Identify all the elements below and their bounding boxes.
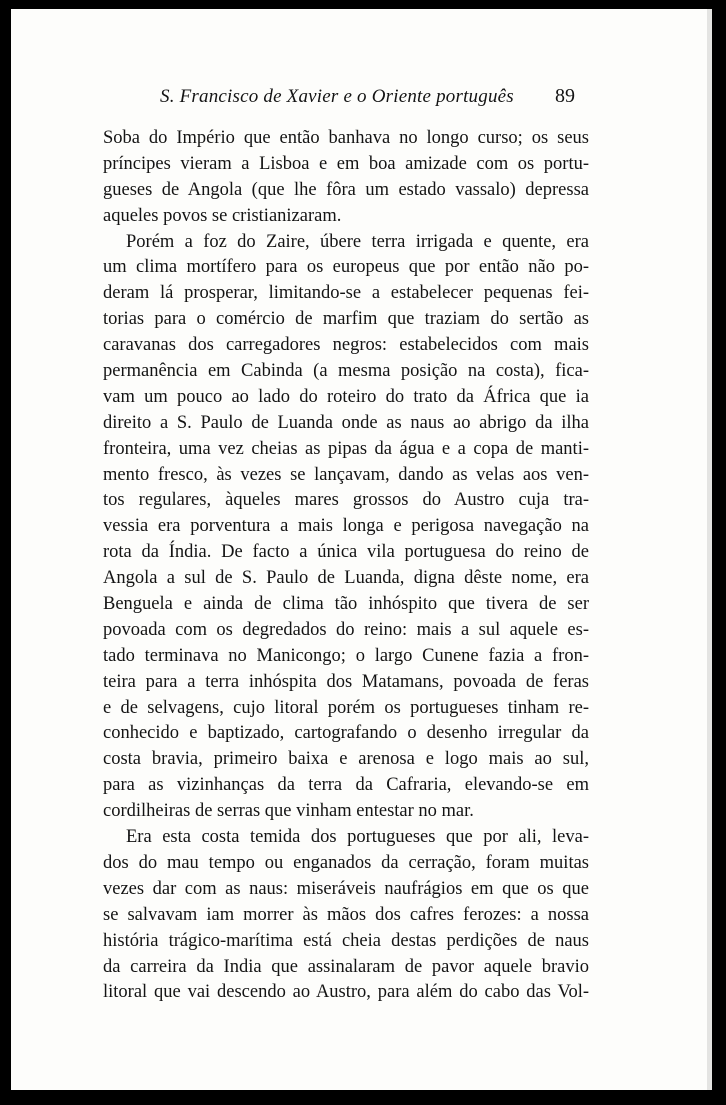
text-line: Angola a sul de S. Paulo de Luanda, digna dêste nome, era bbox=[103, 568, 589, 589]
body-text bbox=[103, 126, 589, 1006]
text-line: dos do mau tempo ou enganados da cerração, foram muitas bbox=[103, 852, 589, 873]
text-line: aqueles povos se cristianizaram. bbox=[103, 205, 342, 226]
text-line: mento fresco, às vezes se lançavam, dando as velas aos ven- bbox=[103, 464, 589, 485]
text-line: torias para o comércio de marfim que traziam do sertão as bbox=[103, 309, 589, 330]
text-line: deram lá prosperar, limitando-se a estabelecer pequenas fei- bbox=[103, 283, 589, 304]
text-line: gueses de Angola (que lhe fôra um estado vassalo) depressa bbox=[103, 179, 589, 200]
page-edge bbox=[707, 9, 712, 1090]
paragraph bbox=[103, 230, 589, 825]
paragraph bbox=[103, 126, 589, 230]
text-line: para as vizinhanças da terra da Cafraria, elevando-se em bbox=[103, 775, 589, 796]
text-line: Porém a foz do Zaire, úbere terra irrigada e quente, era bbox=[126, 231, 589, 252]
text-line: Benguela e ainda de clima tão inhóspito que tivera de ser bbox=[103, 594, 589, 615]
page-header bbox=[11, 86, 712, 116]
text-line: permanência em Cabinda (a mesma posição na costa), fica- bbox=[103, 361, 589, 382]
text-line: tado terminava no Manicongo; o largo Cunene fazia a fron- bbox=[103, 645, 589, 666]
text-line: tos regulares, àqueles mares grossos do Austro cuja tra- bbox=[103, 490, 589, 511]
text-line: um clima mortífero para os europeus que por então não po- bbox=[103, 257, 589, 278]
text-line: cordilheiras de serras que vinham entestar no mar. bbox=[103, 801, 474, 822]
text-line: vessia era porventura a mais longa e perigosa navegação na bbox=[103, 516, 589, 537]
text-line: Soba do Império que então banhava no longo curso; os seus bbox=[103, 128, 589, 148]
book-page bbox=[11, 9, 712, 1090]
text-line: teira para a terra inhóspita dos Matamans, povoada de feras bbox=[103, 671, 589, 692]
paragraph bbox=[103, 825, 589, 1006]
page-number: 89 bbox=[555, 85, 575, 107]
text-line: conhecido e baptizado, cartografando o desenho irregular da bbox=[103, 723, 589, 744]
text-line: vezes dar com as naus: miseráveis naufrágios em que os que bbox=[103, 878, 589, 899]
text-line: rota da Índia. De facto a única vila portuguesa do reino de bbox=[103, 542, 589, 563]
text-line: se salvavam iam morrer às mãos dos cafres ferozes: a nossa bbox=[103, 904, 589, 925]
text-line: príncipes vieram a Lisboa e em boa amizade com os portu- bbox=[103, 153, 589, 174]
text-line: fronteira, uma vez cheias as pipas da água e a copa de manti- bbox=[103, 438, 589, 459]
text-line: vam um pouco ao lado do roteiro do trato da África que ia bbox=[103, 386, 589, 407]
text-line: povoada com os degredados do reino: mais a sul aquele es- bbox=[103, 619, 589, 640]
text-line: caravanas dos carregadores negros: estabelecidos com mais bbox=[103, 335, 589, 356]
text-line: costa bravia, primeiro baixa e arenosa e logo mais ao sul, bbox=[103, 749, 589, 770]
text-line: litoral que vai descendo ao Austro, para além do cabo das Vol- bbox=[103, 982, 589, 1003]
text-line: direito a S. Paulo de Luanda onde as naus ao abrigo da ilha bbox=[103, 412, 589, 433]
text-line: e de selvagens, cujo litoral porém os portugueses tinham re- bbox=[103, 697, 589, 718]
text-line: da carreira da India que assinalaram de pavor aquele bravio bbox=[103, 956, 589, 977]
text-line: história trágico-marítima está cheia destas perdições de naus bbox=[103, 930, 589, 951]
text-line: Era esta costa temida dos portugueses que por ali, leva- bbox=[126, 827, 589, 848]
running-title: S. Francisco de Xavier e o Oriente português bbox=[160, 86, 514, 107]
